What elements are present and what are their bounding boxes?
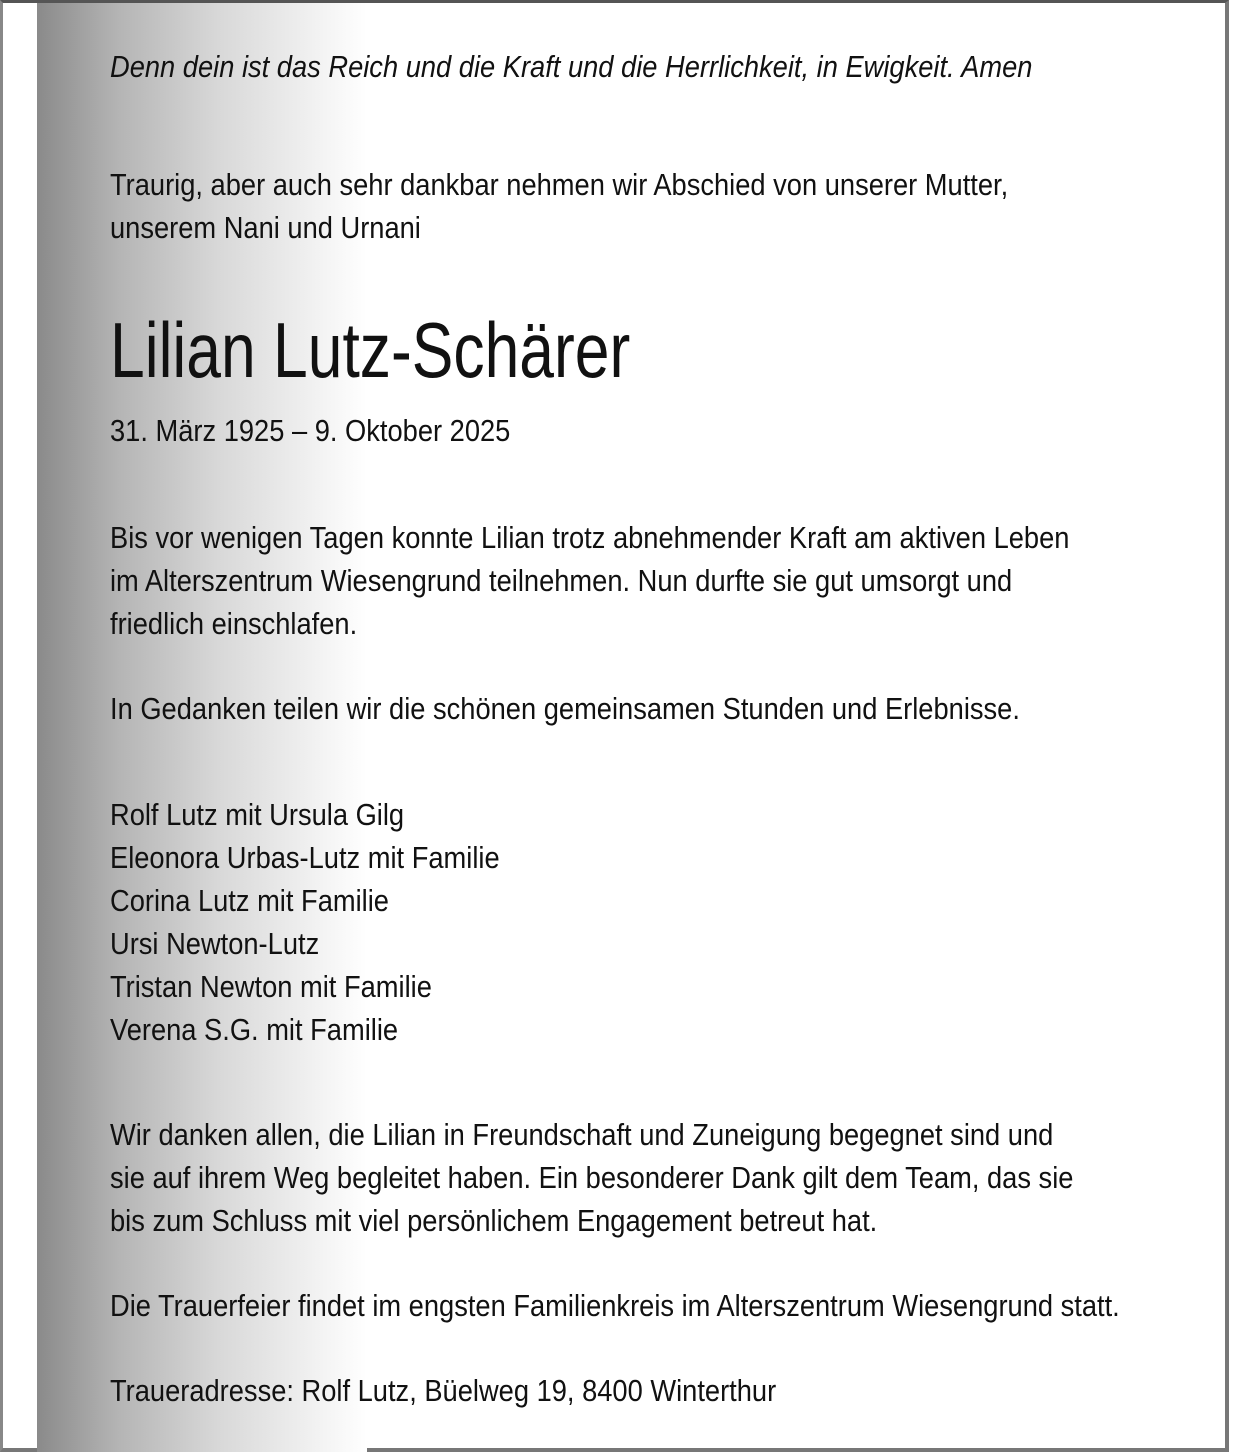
dates-block: [110, 409, 510, 452]
text-line: sie auf ihrem Weg begleitet haben. Ein besonderer Dank gilt dem Team, das sie: [110, 1160, 1074, 1195]
paragraph-2: [110, 687, 1020, 730]
bible-quote: Denn dein ist das Reich und die Kraft und die Herrlichkeit, in Ewigkeit. Amen: [110, 49, 1033, 84]
ceremony-text: Die Trauerfeier findet im engsten Familienkreis im Alterszentrum Wiesengrund statt.: [110, 1288, 1120, 1323]
mourner: Tristan Newton mit Familie: [110, 969, 432, 1004]
mourner: Verena S.G. mit Familie: [110, 1012, 399, 1047]
mourning-address: Traueradresse: Rolf Lutz, Büelweg 19, 8400 Winterthur: [110, 1373, 777, 1408]
text-line: Bis vor wenigen Tagen konnte Lilian trotz abnehmender Kraft am aktiven Leben: [110, 520, 1070, 555]
text-line: bis zum Schluss mit viel persönlichem Engagement betreut hat.: [110, 1203, 878, 1238]
address-block: [110, 1369, 776, 1412]
paragraph-1: [110, 516, 1069, 645]
ceremony-block: [110, 1284, 1120, 1327]
life-dates: 31. März 1925 – 9. Oktober 2025: [110, 413, 511, 448]
intro-line: Traurig, aber auch sehr dankbar nehmen wir Abschied von unserer Mutter,: [110, 167, 1009, 202]
mourner: Ursi Newton-Lutz: [110, 926, 320, 961]
intro-block: [110, 163, 1008, 249]
mourners-list: [110, 793, 500, 1051]
deceased-name: Lilian Lutz-Schärer: [110, 306, 631, 394]
mourner: Eleonora Urbas-Lutz mit Familie: [110, 840, 500, 875]
intro-line: unserem Nani und Urnani: [110, 210, 421, 245]
text-line: In Gedanken teilen wir die schönen gemeinsamen Stunden und Erlebnisse.: [110, 691, 1020, 726]
mourner: Corina Lutz mit Familie: [110, 883, 389, 918]
text-line: friedlich einschlafen.: [110, 606, 358, 641]
text-line: im Alterszentrum Wiesengrund teilnehmen. Nun durfte sie gut umsorgt und: [110, 563, 1013, 598]
mourner: Rolf Lutz mit Ursula Gilg: [110, 797, 405, 832]
quote-block: [110, 45, 1032, 88]
text-line: Wir danken allen, die Lilian in Freundschaft und Zuneigung begegnet sind und: [110, 1117, 1054, 1152]
thanks-paragraph: [110, 1113, 1073, 1242]
